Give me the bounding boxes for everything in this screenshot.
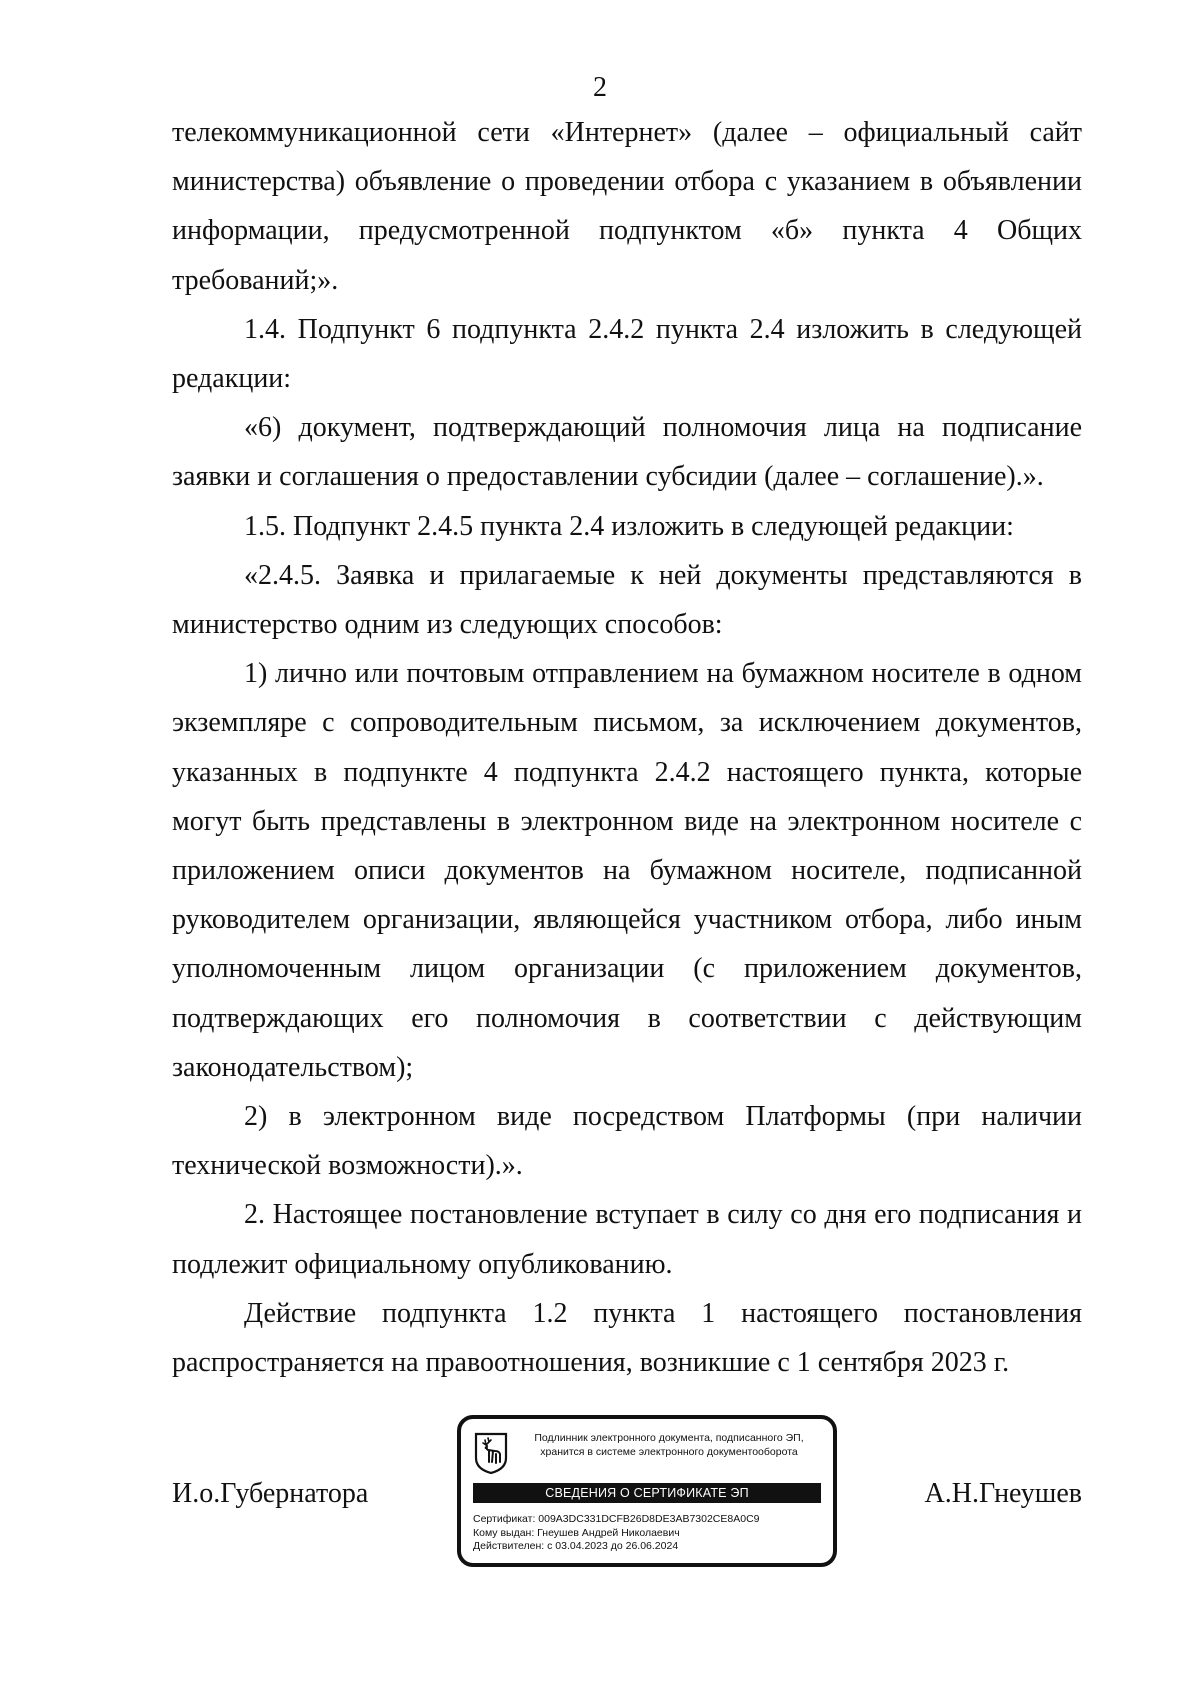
signature-block [172, 1415, 1082, 1565]
stamp-storage-note: хранится в системе электронного документооборота [540, 1446, 798, 1458]
signatory-position: И.о.Губернатора [172, 1478, 369, 1509]
stamp-certificate-details [473, 1513, 823, 1554]
stamp-original-note: Подлинник электронного документа, подписанного ЭП, [534, 1432, 804, 1444]
paragraph-1-5: 1.5. Подпункт 2.4.5 пункта 2.4 изложить в следующей редакции: [244, 510, 1014, 542]
page-number: 2 [593, 72, 607, 103]
signatory-name: А.Н.Гнеушев [924, 1478, 1082, 1509]
deer-coat-of-arms-icon [473, 1432, 509, 1474]
paragraph-2-effective: 2. Настоящее постановление вступает в силу со дня его подписания и подлежит официальному опубликованию. [172, 1199, 1082, 1280]
paragraph-1-4: 1.4. Подпункт 6 подпункта 2.4.2 пункта 2.4 изложить в следующей редакции: [172, 313, 1082, 395]
paragraph-retroactive: Действие подпункта 1.2 пункта 1 настоящего постановления распространяется на правоотношения, возникшие с 1 сентября 2023 г. [172, 1297, 1082, 1379]
stamp-issued-to: Кому выдан: Гнеушев Андрей Николаевич [473, 1526, 680, 1539]
stamp-certificate-header: СВЕДЕНИЯ О СЕРТИФИКАТЕ ЭП [473, 1483, 821, 1503]
paragraph-continuation: телекоммуникационной сети «Интернет» (далее – официальный сайт министерства) объявление о проведении отбора с указанием в объявлении информации, предусмотренной подпунктом «б» пункта 4 Общих требований;». [172, 117, 1082, 296]
paragraph-method-2: 2) в электронном виде посредством Платформы (при наличии технической возможности).». [172, 1101, 1082, 1182]
stamp-certificate-number: Сертификат: 009A3DC331DCFB26D8DE3AB7302CE8A0C9 [473, 1513, 760, 1525]
document-body [172, 108, 1082, 1387]
paragraph-method-1: 1) лично или почтовым отправлением на бумажном носителе в одном экземпляре с сопроводительным письмом, за исключением документов, указанных в подпункте 4 подпункта 2.4.2 настоящего пункта, которые могут быть представлены в электронном виде на электронном носителе с приложением описи документов на бумажном носителе, подписанной руководителем организации, являющейся участником отбора, либо иным уполномоченным лицом организации (с приложением документов, подтверждающих его полномочия в соответствии с действующим законодательством); [172, 658, 1082, 1083]
paragraph-2-4-5: «2.4.5. Заявка и прилагаемые к ней документы представляются в министерство одним из следующих способов: [172, 559, 1082, 641]
paragraph-subitem-6: «6) документ, подтверждающий полномочия лица на подписание заявки и соглашения о предоставлении субсидии (далее – соглашение).». [172, 412, 1082, 493]
stamp-validity: Действителен: с 03.04.2023 до 26.06.2024 [473, 1540, 679, 1552]
electronic-signature-stamp [457, 1415, 837, 1567]
